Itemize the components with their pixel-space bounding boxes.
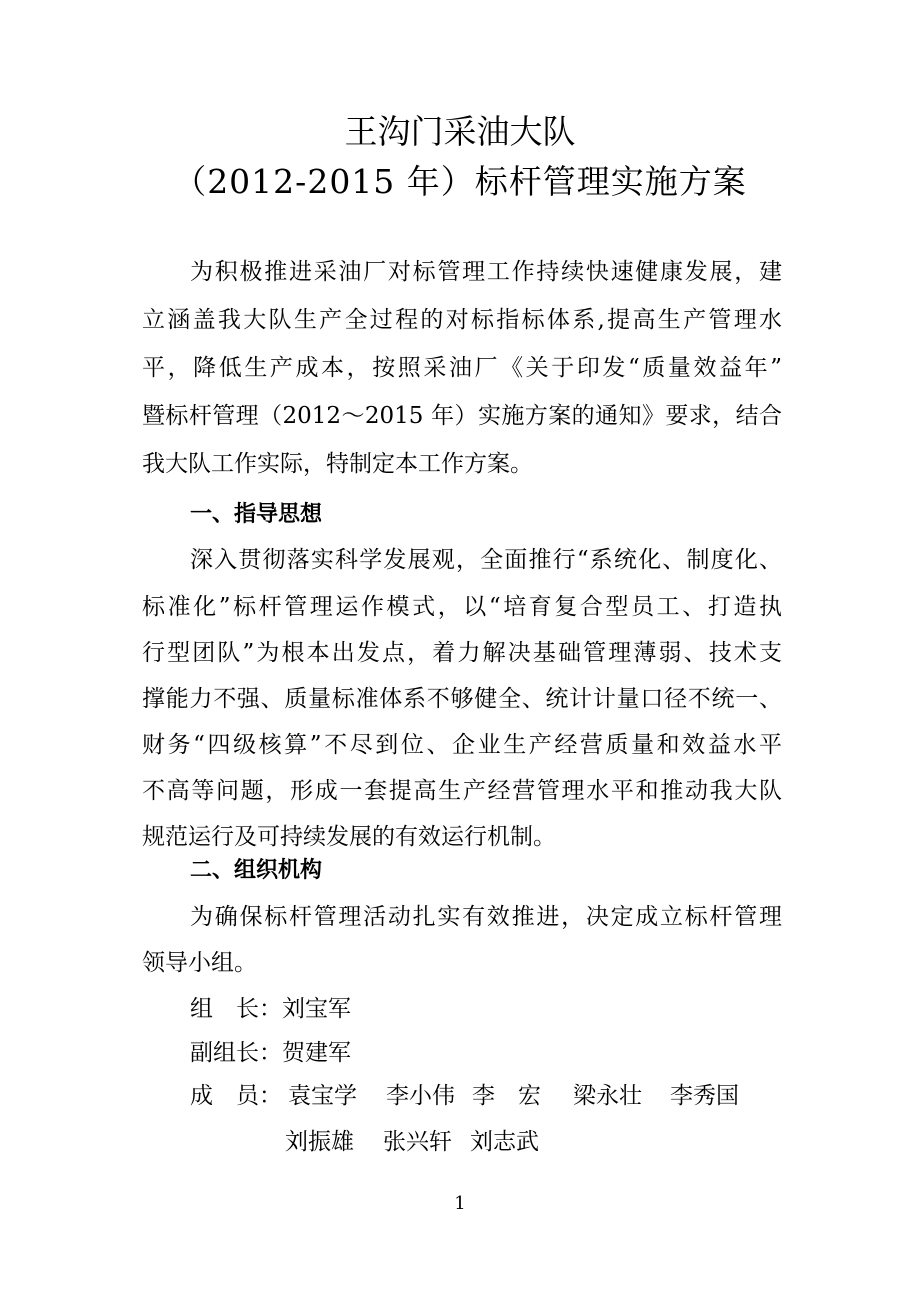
section1-line-1: 深入贯彻落实科学发展观，全面推行“系统化、制度化、 xyxy=(190,547,782,573)
document-title-line-2: （2012-2015 年）标杆管理实施方案 xyxy=(173,162,747,201)
member-name: 张兴轩 xyxy=(383,1129,452,1155)
section1-line-5: 财务“四级核算”不尽到位、企业生产经营质量和效益水平 xyxy=(142,732,782,758)
section1-line-4: 撑能力不强、质量标准体系不够健全、统计计量口径不统一、 xyxy=(142,686,782,712)
member-name: 袁宝学 xyxy=(288,1083,357,1109)
members-label: 成 员： xyxy=(190,1083,282,1109)
member-name: 李小伟 xyxy=(386,1083,455,1109)
section1-line-3: 行型团队”为根本出发点，着力解决基础管理薄弱、技术支 xyxy=(142,640,782,666)
team-leader: 组 长：刘宝军 xyxy=(190,996,351,1022)
section2-line-2: 领导小组。 xyxy=(142,950,257,976)
page-number: 1 xyxy=(454,1193,466,1214)
section1-line-2: 标准化”标杆管理运作模式，以“培育复合型员工、打造执 xyxy=(142,594,782,620)
deputy-leader: 副组长：贺建军 xyxy=(190,1040,351,1066)
intro-line-2: 立涵盖我大队生产全过程的对标指标体系,提高生产管理水 xyxy=(142,307,782,333)
member-name: 李秀国 xyxy=(670,1083,739,1109)
member-name: 梁永壮 xyxy=(573,1083,642,1109)
document-title-line-1: 王沟门采油大队 xyxy=(344,112,576,151)
section-heading-guiding-ideology: 一、指导思想 xyxy=(190,502,323,527)
member-name: 刘志武 xyxy=(470,1129,539,1155)
section1-line-6: 不高等问题，形成一套提高生产经营管理水平和推动我大队 xyxy=(142,778,782,804)
intro-line-3: 平，降低生产成本，按照采油厂《关于印发“质量效益年” xyxy=(142,355,782,381)
intro-line-1: 为积极推进采油厂对标管理工作持续快速健康发展，建 xyxy=(190,259,782,285)
section-heading-organization: 二、组织机构 xyxy=(190,858,323,883)
member-name: 李 宏 xyxy=(472,1083,541,1109)
intro-line-5: 我大队工作实际，特制定本工作方案。 xyxy=(142,451,533,477)
section1-line-7: 规范运行及可持续发展的有效运行机制。 xyxy=(142,824,556,850)
member-name: 刘振雄 xyxy=(285,1129,354,1155)
intro-line-4: 暨标杆管理（2012～2015 年）实施方案的通知》要求，结合 xyxy=(142,403,782,429)
section2-line-1: 为确保标杆管理活动扎实有效推进，决定成立标杆管理 xyxy=(190,904,782,930)
